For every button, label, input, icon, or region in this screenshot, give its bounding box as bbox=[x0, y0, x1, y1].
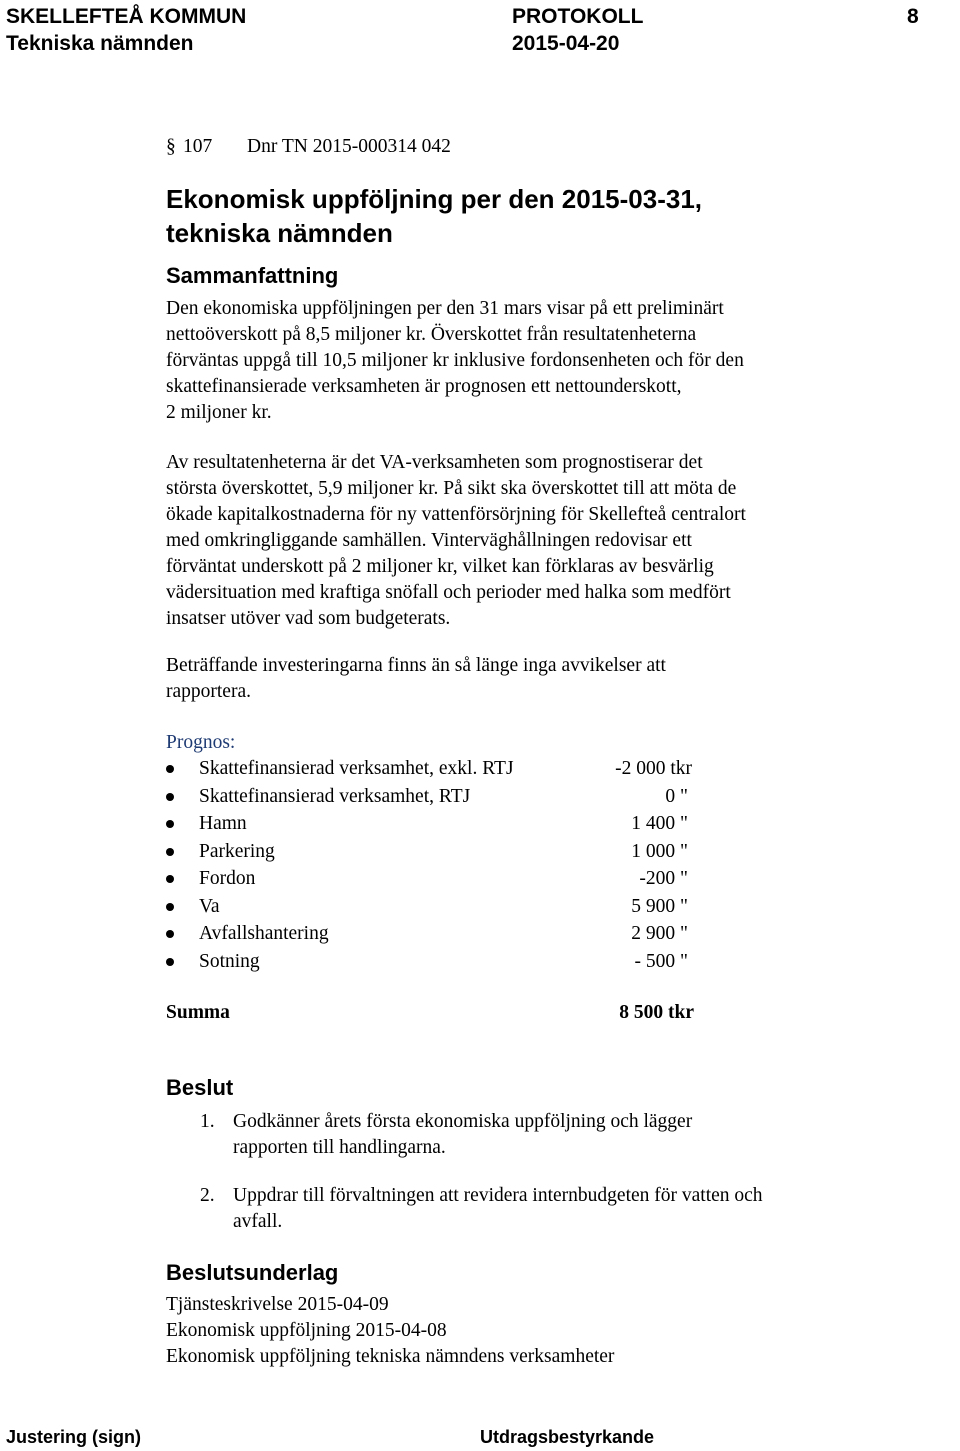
prognosis-item-name: Parkering bbox=[199, 841, 275, 862]
basis-item: Tjänsteskrivelse 2015-04-09 bbox=[166, 1294, 389, 1315]
decision-text: Uppdrar till förvaltningen att revidera internbudgeten för vatten och avfall. bbox=[233, 1185, 763, 1232]
prognosis-row bbox=[166, 755, 706, 783]
page-title-line2: tekniska nämnden bbox=[166, 218, 393, 248]
prognosis-row bbox=[166, 893, 706, 921]
page-title-line1: Ekonomisk uppföljning per den 2015-03-31, bbox=[166, 184, 703, 214]
prognosis-item-value: - 500 " bbox=[634, 951, 688, 972]
summary-paragraph-2: Av resultatenheterna är det VA-verksamheten som prognostiserar det största överskottet, 5,9 miljoner kr. På sikt ska överskottet till att möta de ökade kapitalkostnaderna för ny vattenförsörjning för Skellefteå centralort med omkringliggande samhällen. Vinterväghållningen redovisar ett förväntat underskott på 2 miljoner kr, vilket kan förklaras av besvärlig vädersituation med kraftiga snöfall och perioder med halka som medfört insatser utöver vad som budgeterats. bbox=[166, 452, 746, 629]
summary-heading: Sammanfattning bbox=[166, 263, 339, 288]
prognosis-item-name: Sotning bbox=[199, 951, 260, 972]
prognosis-item-value: 2 900 " bbox=[631, 923, 688, 944]
prognosis-row bbox=[166, 920, 706, 948]
prognosis-row bbox=[166, 838, 706, 866]
decision-number: 2. bbox=[200, 1185, 215, 1206]
document-type: PROTOKOLL bbox=[512, 5, 644, 28]
prognosis-item-name: Va bbox=[199, 896, 220, 917]
bullet-icon bbox=[166, 930, 174, 938]
basis-item: Ekonomisk uppföljning tekniska nämndens verksamheter bbox=[166, 1346, 615, 1367]
prognosis-row bbox=[166, 810, 706, 838]
footer-utdragsbestyrkande: Utdragsbestyrkande bbox=[480, 1427, 655, 1447]
prognosis-item-name: Skattefinansierad verksamhet, exkl. RTJ bbox=[199, 758, 514, 779]
bullet-icon bbox=[166, 848, 174, 856]
prognosis-row bbox=[166, 783, 706, 811]
prognosis-item-value: 1 400 " bbox=[631, 813, 688, 834]
bullet-icon bbox=[166, 875, 174, 883]
footer-justering: Justering (sign) bbox=[6, 1427, 142, 1447]
prognosis-item-name: Avfallshantering bbox=[199, 923, 329, 944]
prognosis-label: Prognos: bbox=[166, 732, 236, 753]
prognosis-row bbox=[166, 865, 706, 893]
prognosis-total-label: Summa bbox=[166, 1002, 230, 1023]
prognosis-item-value: 1 000 " bbox=[631, 841, 688, 862]
prognosis-row bbox=[166, 948, 706, 976]
decision-text: Godkänner årets första ekonomiska uppföljning och lägger rapporten till handlingarna. bbox=[233, 1111, 693, 1158]
bullet-icon bbox=[166, 820, 174, 828]
prognosis-total-value: 8 500 tkr bbox=[619, 1002, 694, 1023]
org-name: SKELLEFTEÅ KOMMUN bbox=[6, 5, 247, 28]
bullet-icon bbox=[166, 765, 174, 773]
committee-name: Tekniska nämnden bbox=[6, 32, 194, 55]
prognosis-item-value: 5 900 " bbox=[631, 896, 688, 917]
section-number: 107 bbox=[183, 136, 213, 157]
summary-paragraph-1: Den ekonomiska uppföljningen per den 31 mars visar på ett preliminärt nettoöverskott på 8,5 miljoner kr. Överskottet från resultatenheterna förväntas uppgå till 10,5 miljoner kr inklusive fordonsenheten och för den skattefinansierade verksamheten är prognosen ett nettounderskott, 2 miljoner kr. bbox=[166, 298, 744, 423]
prognosis-item-value: 0 " bbox=[665, 786, 688, 807]
basis-item: Ekonomisk uppföljning 2015-04-08 bbox=[166, 1320, 447, 1341]
prognosis-item-value: -200 " bbox=[639, 868, 688, 889]
summary-paragraph-3: Beträffande investeringarna finns än så länge inga avvikelser att rapportera. bbox=[166, 655, 666, 702]
meeting-date: 2015-04-20 bbox=[512, 32, 620, 55]
decision-number: 1. bbox=[200, 1111, 215, 1132]
prognosis-item-name: Fordon bbox=[199, 868, 256, 889]
bullet-icon bbox=[166, 793, 174, 801]
decision-heading: Beslut bbox=[166, 1075, 234, 1100]
diary-number: Dnr TN 2015-000314 042 bbox=[247, 136, 451, 157]
basis-heading: Beslutsunderlag bbox=[166, 1260, 339, 1285]
section-symbol: § bbox=[166, 136, 176, 157]
prognosis-item-value: -2 000 tkr bbox=[615, 758, 692, 779]
page-number: 8 bbox=[907, 5, 919, 28]
prognosis-item-name: Hamn bbox=[199, 813, 247, 834]
bullet-icon bbox=[166, 958, 174, 966]
prognosis-item-name: Skattefinansierad verksamhet, RTJ bbox=[199, 786, 471, 807]
bullet-icon bbox=[166, 903, 174, 911]
